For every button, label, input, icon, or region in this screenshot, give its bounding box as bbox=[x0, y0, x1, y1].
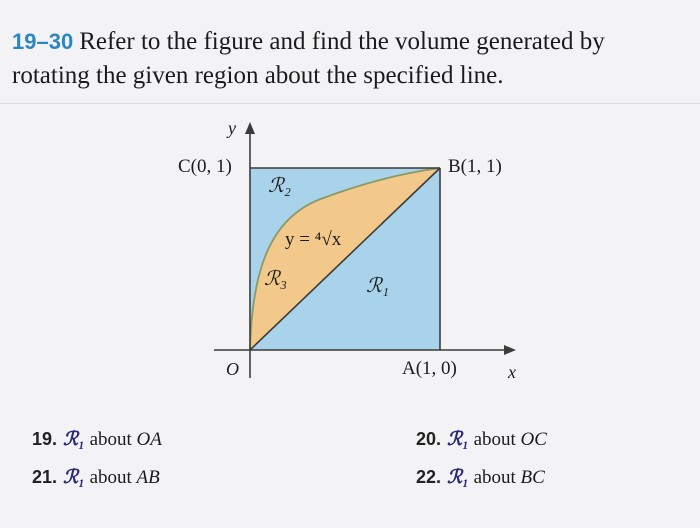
point-a-label: A(1, 0) bbox=[402, 358, 457, 379]
exercise-about: about bbox=[89, 467, 132, 488]
problem-number: 19–30 bbox=[12, 29, 74, 54]
exercise-number: 22. bbox=[416, 467, 442, 487]
region-r3-label: ℛ₃ bbox=[264, 268, 287, 290]
exercise-line: OC bbox=[520, 429, 547, 450]
y-axis-arrow bbox=[245, 122, 255, 134]
point-b-label: B(1, 1) bbox=[448, 156, 502, 177]
exercise-region: ℛ₁ bbox=[447, 467, 469, 488]
problem-text-1: Refer to the figure and find the volume generated by bbox=[79, 28, 605, 55]
exercise-number: 19. bbox=[32, 429, 58, 449]
region-r1-label: ℛ₁ bbox=[366, 275, 389, 297]
x-axis-arrow bbox=[504, 345, 516, 355]
exercise-number: 21. bbox=[32, 467, 58, 487]
exercise-22 bbox=[416, 466, 545, 489]
exercise-about: about bbox=[89, 429, 132, 450]
exercise-20 bbox=[416, 428, 547, 451]
exercise-line: BC bbox=[520, 467, 545, 488]
exercise-region: ℛ₁ bbox=[63, 429, 85, 450]
point-c-label: C(0, 1) bbox=[178, 156, 232, 177]
exercise-about: about bbox=[473, 467, 516, 488]
origin-label: O bbox=[226, 359, 239, 379]
exercise-about: about bbox=[473, 429, 516, 450]
exercise-line: AB bbox=[136, 467, 160, 488]
exercise-region: ℛ₁ bbox=[63, 467, 85, 488]
y-axis-label: y bbox=[228, 118, 236, 138]
curve-label: y = ⁴√x bbox=[285, 229, 342, 250]
exercise-number: 20. bbox=[416, 429, 442, 449]
x-axis-label: x bbox=[508, 362, 516, 382]
exercise-line: OA bbox=[136, 429, 162, 450]
exercise-region: ℛ₁ bbox=[447, 429, 469, 450]
problem-line-2: rotating the given region about the specified line. bbox=[12, 62, 504, 89]
exercise-19 bbox=[32, 428, 162, 451]
region-r2-label: ℛ₂ bbox=[268, 175, 291, 197]
exercise-21 bbox=[32, 466, 160, 489]
